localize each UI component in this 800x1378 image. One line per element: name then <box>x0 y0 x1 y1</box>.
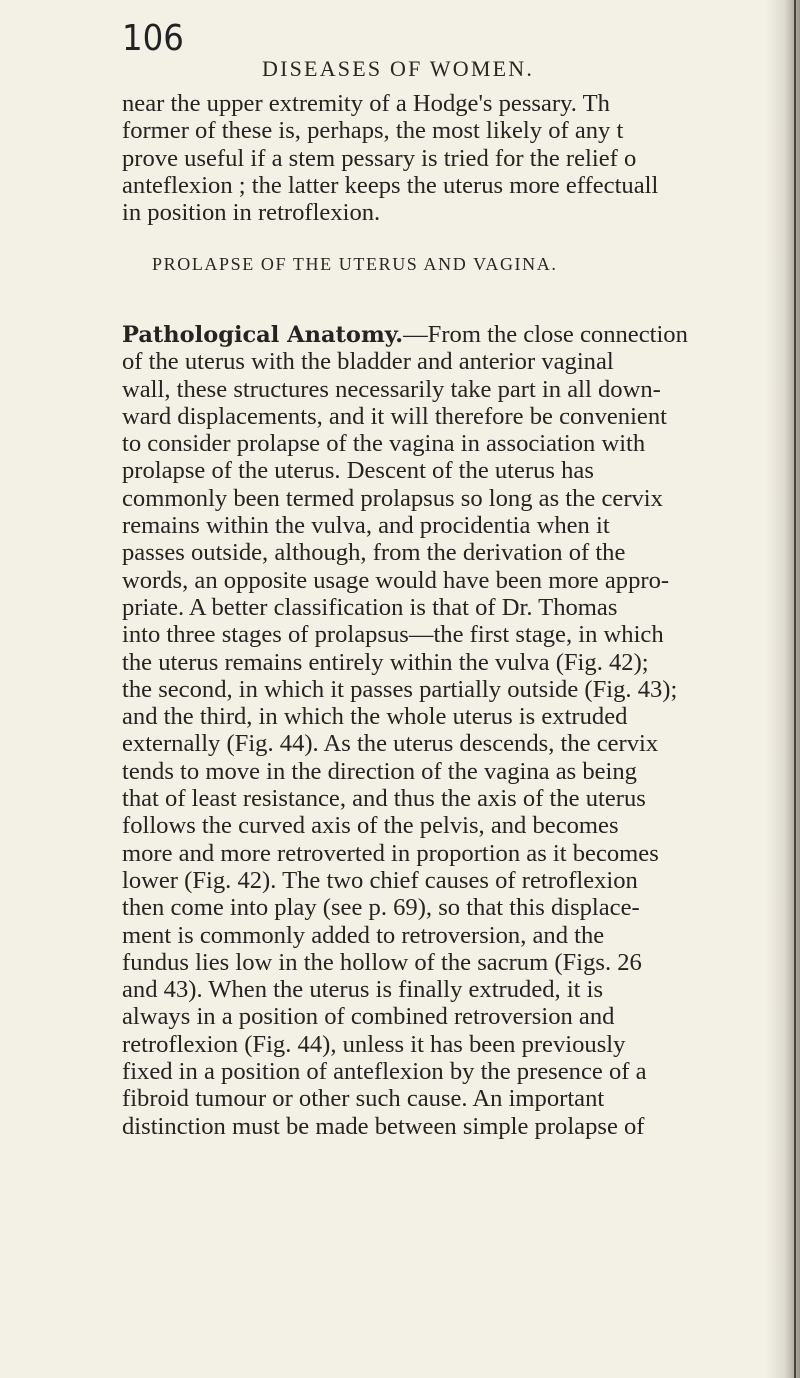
text-line: distinction must be made between simple prolapse of <box>122 1112 645 1140</box>
text-line: the second, in which it passes partially outside (Fig. 43); <box>122 675 678 703</box>
text-line: externally (Fig. 44). As the uterus descends, the cervix <box>122 730 659 758</box>
text-line: tends to move in the direction of the vagina as being <box>122 757 637 785</box>
text-line: and 43). When the uterus is finally extruded, it is <box>122 976 604 1004</box>
text-line: anteflexion ; the latter keeps the uterus more effectuall <box>122 171 659 199</box>
text-line: fixed in a position of anteflexion by the presence of a <box>122 1058 647 1086</box>
text-line: fibroid tumour or other such cause. An important <box>122 1085 605 1113</box>
text-line: remains within the vulva, and procidentia when it <box>122 512 610 540</box>
section-paragraph <box>122 321 770 1140</box>
text-line: lower (Fig. 42). The two chief causes of retroflexion <box>122 866 638 894</box>
text-line: follows the curved axis of the pelvis, and becomes <box>122 812 619 840</box>
text-line: ment is commonly added to retroversion, and the <box>122 921 605 949</box>
text-line: prove useful if a stem pessary is tried for the relief o <box>122 144 637 172</box>
text-line: more and more retroverted in proportion as it becomes <box>122 839 659 867</box>
text-line: always in a position of combined retroversion and <box>122 1003 615 1031</box>
section-heading: PROLAPSE OF THE UTERUS AND VAGINA. <box>152 254 558 274</box>
text-line: passes outside, although, from the derivation of the <box>122 539 626 567</box>
text-line: wall, these structures necessarily take part in all down- <box>122 375 661 403</box>
text-line: of the uterus with the bladder and anterior vaginal <box>122 348 614 376</box>
text-line: words, an opposite usage would have been more appro- <box>122 566 670 594</box>
text-line: to consider prolapse of the vagina in association with <box>122 430 646 458</box>
running-head: DISEASES OF WOMEN. <box>262 56 535 81</box>
text-line: into three stages of prolapsus—the first stage, in which <box>122 621 664 649</box>
text-line: priate. A better classification is that of Dr. Thomas <box>122 593 618 621</box>
text-line: fundus lies low in the hollow of the sacrum (Figs. 26 <box>122 948 642 976</box>
text-line: in position in retroflexion. <box>122 199 381 227</box>
text-line-first <box>122 321 770 348</box>
first-line-rest: —From the close connection <box>403 321 688 348</box>
text-line: that of least resistance, and thus the axis of the uterus <box>122 785 646 813</box>
lead-in-heading: Pathological Anatomy. <box>122 322 404 348</box>
text-line: then come into play (see p. 69), so that this displace- <box>122 894 640 922</box>
text-line: and the third, in which the whole uterus is extruded <box>122 703 628 731</box>
page-edge-line <box>794 0 796 1378</box>
text-line: near the upper extremity of a Hodge's pessary. Th <box>122 90 610 117</box>
text-line: former of these is, perhaps, the most likely of any t <box>122 117 624 145</box>
text-line: retroflexion (Fig. 44), unless it has been previously <box>122 1030 626 1058</box>
page-number: 106 <box>122 18 184 59</box>
text-line: ward displacements, and it will therefore be convenient <box>122 402 667 430</box>
text-line: commonly been termed prolapsus so long as the cervix <box>122 484 663 512</box>
text-line: the uterus remains entirely within the vulva (Fig. 42); <box>122 648 649 676</box>
continued-paragraph <box>122 90 770 226</box>
text-line: prolapse of the uterus. Descent of the uterus has <box>122 457 594 485</box>
